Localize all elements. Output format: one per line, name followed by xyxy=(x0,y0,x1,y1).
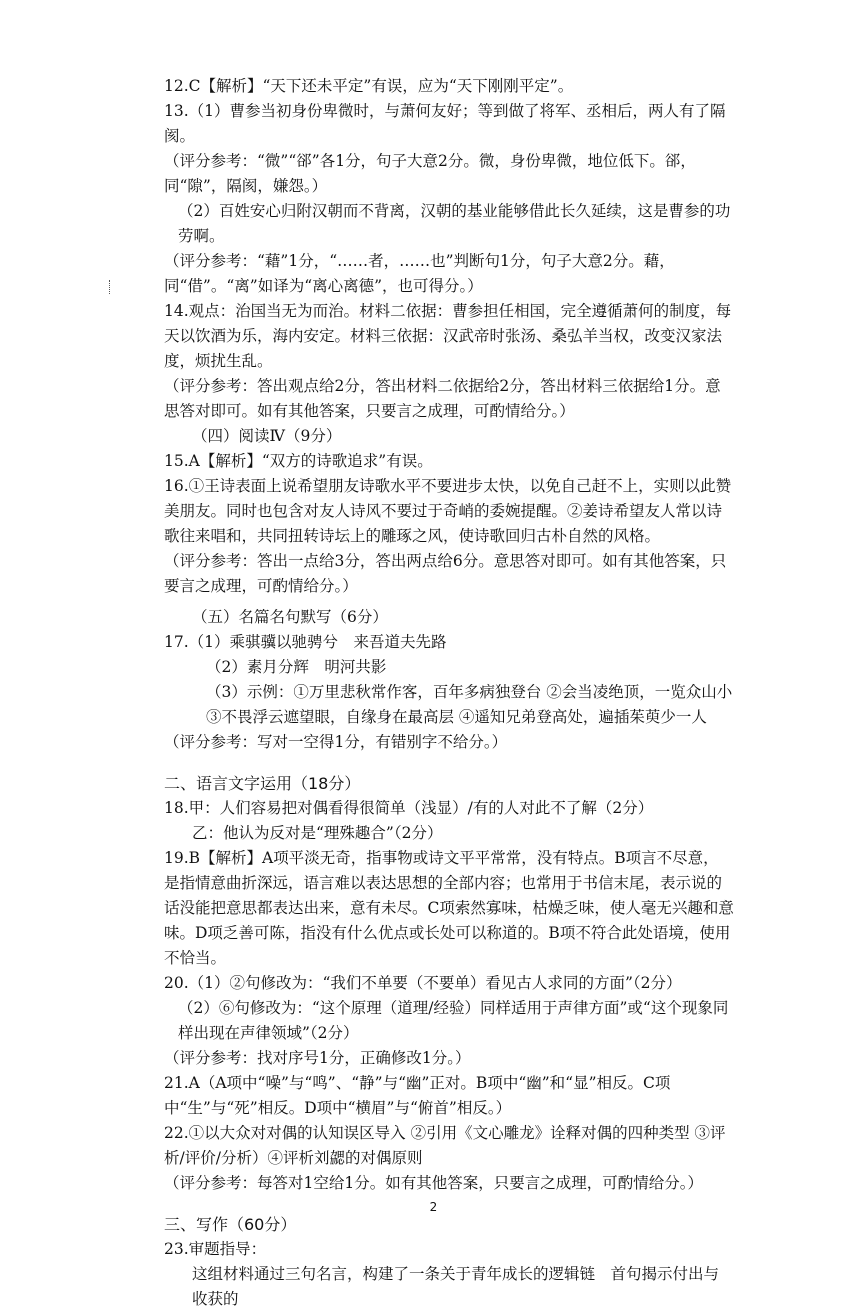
line-q23-heading: 23.审题指导： xyxy=(164,1240,267,1258)
section-reading-4-heading: （四）阅读Ⅳ（9分） xyxy=(192,427,342,445)
margin-mark xyxy=(109,280,112,294)
line-q16: 16.①王诗表面上说希望朋友诗歌水平不要进步太快，以免自己赶不上，实则以此赞美朋友。同时也包含对友人诗风不要过于奇峭的委婉提醒。②姜诗希望友人常以诗歌往来唱和，共同扭转诗坛上的雕琢之风，使诗歌回归古朴自然的风格。 xyxy=(164,477,732,545)
line-q17-scoring: （评分参考：写对一空得1分，有错别字不给分。） xyxy=(164,733,508,751)
line-q18-a: 18.甲：人们容易把对偶看得很简单（浅显）/有的人对此不了解（2分） xyxy=(164,799,654,817)
line-q13-2-scoring: （评分参考：“藉”1分，“……者，……也”判断句1分，句子大意2分。藉，同“借”。“离”如译为“离心离德”，也可得分。） xyxy=(164,252,675,295)
line-q13-1-scoring: （评分参考：“微”“郤”各1分，句子大意2分。微，身份卑微，地位低下。郤，同“隙”，隔阂，嫌怨。） xyxy=(164,152,696,195)
line-q14: 14.观点：治国当无为而治。材料二依据：曹参担任相国，完全遵循萧何的制度，每天以饮酒为乐，海内安定。材料三依据：汉武帝时张汤、桑弘羊当权，改变汉家法度，烦扰生乱。 xyxy=(164,302,732,370)
line-q22-scoring: （评分参考：每答对1空给1分。如有其他答案，只要言之成理，可酌情给分。） xyxy=(164,1174,703,1192)
line-q15: 15.A【解析】“双方的诗歌追求”有误。 xyxy=(164,452,433,470)
line-q16-scoring: （评分参考：答出一点给3分，答出两点给6分。意思答对即可。如有其他答案，只要言之成理，可酌情给分。） xyxy=(164,552,727,595)
section-writing-heading: 三、写作（60分） xyxy=(164,1215,297,1234)
line-q13-1: 13.（1）曹参当初身份卑微时，与萧何友好；等到做了将军、丞相后，两人有了隔阂。 xyxy=(164,102,726,145)
line-q19: 19.B【解析】A项平淡无奇，指事物或诗文平平常常，没有特点。B项言不尽意，是指情意曲折深远，语言难以表达思想的全部内容；也常用于书信末尾，表示说的话没能把意思都表达出来，意有未尽。C项索然寡味，枯燥乏味，使人毫无兴趣和意味。D项乏善可陈，指没有什么优点或长处可以称道的。B项不符合此处语境，使用不恰当。 xyxy=(164,849,734,967)
answer-key-content xyxy=(164,74,734,1312)
line-q12: 12.C【解析】“天下还未平定”有误，应为“天下刚刚平定”。 xyxy=(164,77,574,95)
line-q18-b: 乙：他认为反对是“理殊趣合”（2分） xyxy=(192,824,443,842)
section-language-heading: 二、语言文字运用（18分） xyxy=(164,774,361,793)
line-q20-2: （2）⑥句修改为：“这个原理（道理/经验）同样适用于声律方面”或“这个现象同样出现在声律领域”（2分） xyxy=(178,999,729,1042)
line-q17-2: （2）素月分辉 明河共影 xyxy=(206,658,387,676)
line-q20-1: 20.（1）②句修改为：“我们不单要（不要单）看见古人求同的方面”（2分） xyxy=(164,974,682,992)
line-q13-2: （2）百姓安心归附汉朝而不背离，汉朝的基业能够借此长久延续，这是曹参的功劳啊。 xyxy=(178,202,731,245)
line-q17-1: 17.（1）乘骐骥以驰骋兮 来吾道夫先路 xyxy=(164,633,447,651)
line-q22: 22.①以大众对对偶的认知误区导入 ②引用《文心雕龙》诠释对偶的四种类型 ③评析/评价/分析）④评析刘勰的对偶原则 xyxy=(164,1124,726,1167)
line-q14-scoring: （评分参考：答出观点给2分，答出材料二依据给2分，答出材料三依据给1分。意思答对即可。如有其他答案，只要言之成理，可酌情给分。） xyxy=(164,377,721,420)
line-q21: 21.A（A项中“噪”与“鸣”、“静”与“幽”正对。B项中“幽”和“显”相反。C项中“生”与“死”相反。D项中“横眉”与“俯首”相反。） xyxy=(164,1074,671,1117)
section-dictation-heading: （五）名篇名句默写（6分） xyxy=(192,608,388,626)
line-q17-3: （3）示例：①万里悲秋常作客，百年多病独登台 ②会当凌绝顶，一览众山小 ③不畏浮云遮望眼，自缘身在最高层 ④遥知兄弟登高处，遍插茱萸少一人 xyxy=(206,683,733,726)
line-q20-scoring: （评分参考：找对序号1分，正确修改1分。） xyxy=(164,1049,471,1067)
page-number: 2 xyxy=(429,1200,438,1214)
line-q23-text: 这组材料通过三句名言，构建了一条关于青年成长的逻辑链 首句揭示付出与收获的 xyxy=(192,1265,720,1308)
